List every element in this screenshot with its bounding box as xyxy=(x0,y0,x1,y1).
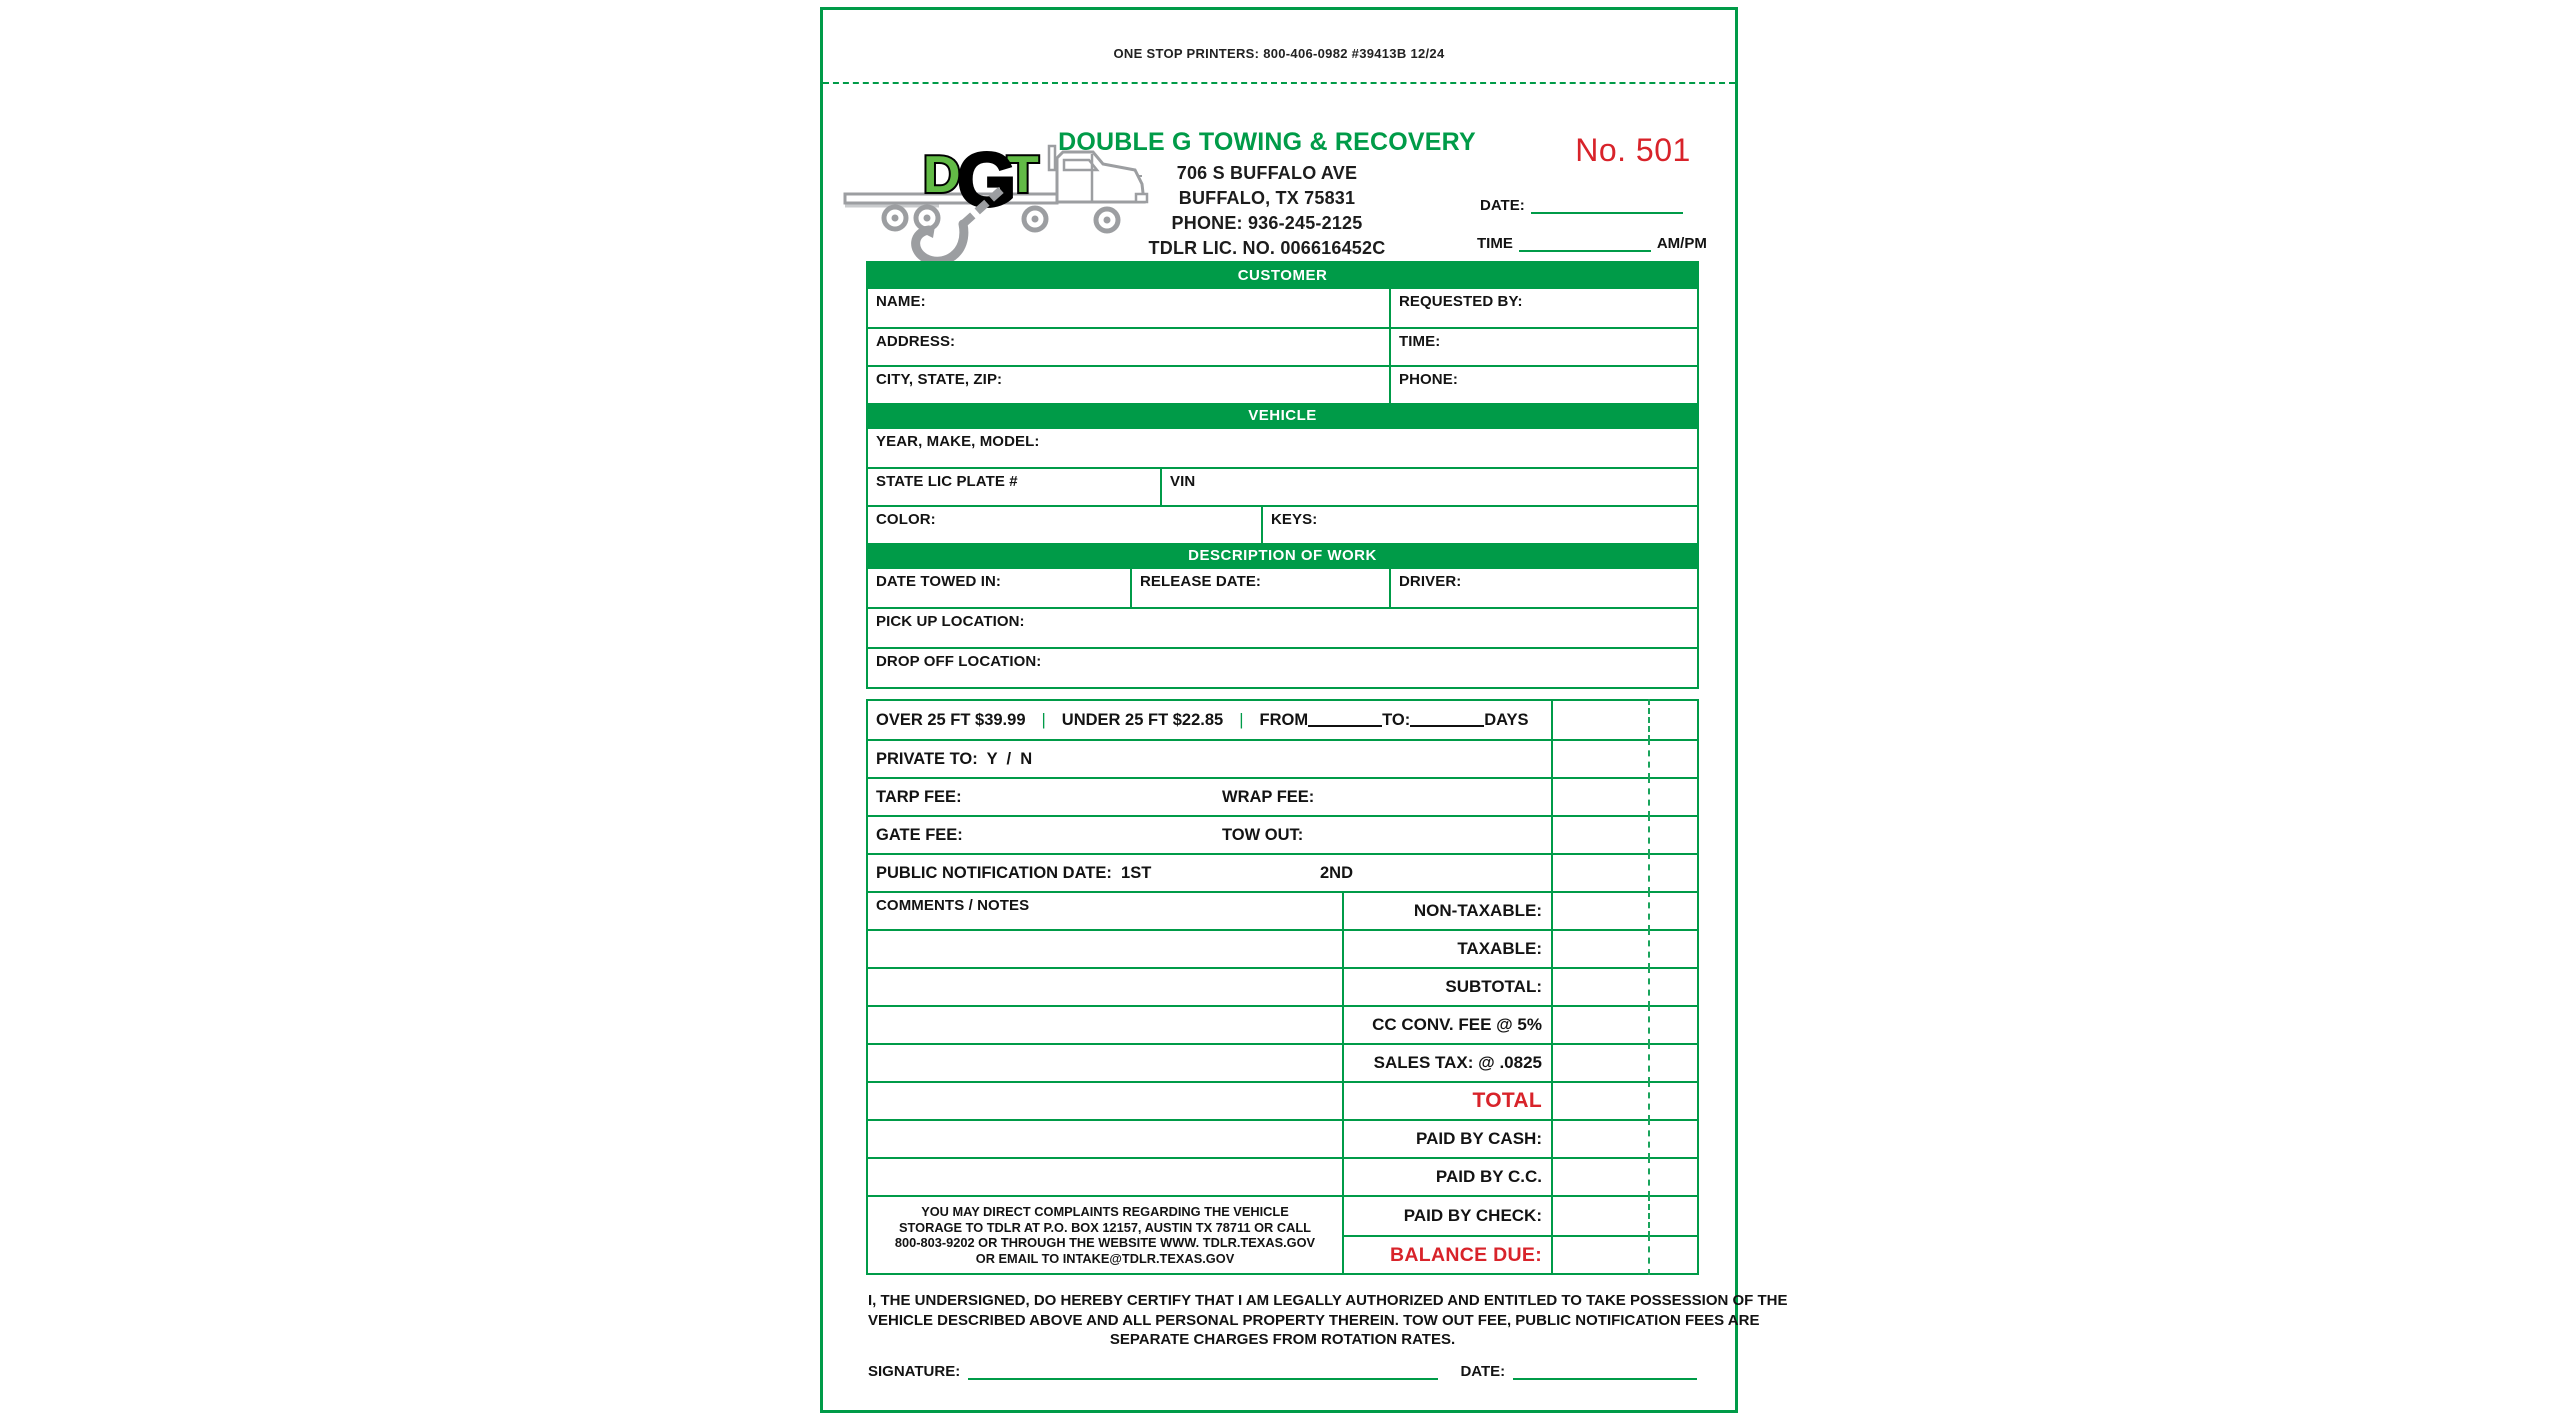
balance-due-label: BALANCE DUE: xyxy=(1389,1243,1542,1266)
complaint-line: OR EMAIL TO INTAKE@TDLR.TEXAS.GOV xyxy=(975,1250,1235,1266)
tow-out-label: TOW OUT: xyxy=(1222,825,1304,844)
from-blank-line xyxy=(1308,713,1382,727)
amount-cell xyxy=(1551,779,1697,815)
company-phone: PHONE: 936-245-2125 xyxy=(1171,213,1363,233)
separator-bar: | xyxy=(1239,710,1244,729)
public-notification-row xyxy=(868,853,1697,891)
header-date-field xyxy=(1480,196,1683,214)
complaint-line: 800-803-9202 OR THROUGH THE WEBSITE WWW. TDLR.TEXAS.GOV xyxy=(894,1235,1316,1250)
days-label: DAYS xyxy=(1484,710,1529,729)
taxable-label: TAXABLE: xyxy=(1342,931,1551,967)
tarp-fee-label: TARP FEE: xyxy=(876,787,962,806)
printer-info-line: ONE STOP PRINTERS: 800-406-0982 #39413B 12/24 xyxy=(1113,46,1445,61)
gate-fee-label: GATE FEE: xyxy=(876,825,963,844)
amount-cell xyxy=(1551,1045,1697,1081)
vin-field: VIN xyxy=(1160,469,1697,505)
company-address-line1: 706 S BUFFALO AVE xyxy=(1176,163,1358,183)
comments-area-cell xyxy=(868,1159,1342,1195)
amount-cell xyxy=(1551,741,1697,777)
header-date-blank-line xyxy=(1531,196,1683,214)
header-ampm-label: AM/PM xyxy=(1656,235,1707,252)
vehicle-section-banner: VEHICLE xyxy=(868,403,1697,429)
amount-cell xyxy=(1551,855,1697,891)
signature-date-label: DATE: xyxy=(1460,1363,1506,1380)
header-time-field xyxy=(1477,234,1707,252)
paid-by-check-label: PAID BY CHECK: xyxy=(1403,1206,1542,1225)
total-label: TOTAL xyxy=(1342,1083,1551,1119)
city-state-zip-field: CITY, STATE, ZIP: xyxy=(876,371,1003,388)
pickup-location-field: PICK UP LOCATION: xyxy=(876,613,1025,630)
bottom-block xyxy=(868,1195,1697,1273)
totals-row xyxy=(868,1157,1697,1195)
certification-line: I, THE UNDERSIGNED, DO HEREBY CERTIFY THAT I AM LEGALLY AUTHORIZED AND ENTITLED TO TAKE POSSESSION OF THE xyxy=(868,1292,1788,1309)
amount-cell xyxy=(1551,969,1697,1005)
totals-row xyxy=(868,1005,1697,1043)
company-name: DOUBLE G TOWING & RECOVERY xyxy=(1058,128,1476,156)
plate-field: STATE LIC PLATE # xyxy=(876,473,1018,490)
totals-row xyxy=(1344,1197,1697,1235)
perforation-dashed-line xyxy=(823,82,1735,84)
table-row xyxy=(868,327,1697,365)
wrap-fee-label: WRAP FEE: xyxy=(1222,787,1315,806)
driver-field: DRIVER: xyxy=(1389,569,1697,607)
time-field: TIME: xyxy=(1389,329,1697,365)
logo-letter-d: D xyxy=(923,146,961,204)
amount-cell xyxy=(1551,1237,1697,1273)
totals-row xyxy=(868,1081,1697,1119)
date-towed-field: DATE TOWED IN: xyxy=(876,573,1002,590)
private-tow-row xyxy=(868,739,1697,777)
tarp-wrap-row xyxy=(868,777,1697,815)
under-25ft-rate: UNDER 25 FT $22.85 xyxy=(1061,710,1224,729)
signature-row xyxy=(868,1354,1697,1380)
paid-by-cash-label: PAID BY CASH: xyxy=(1342,1121,1551,1157)
dropoff-location-field: DROP OFF LOCATION: xyxy=(876,653,1042,670)
public-notification-label: PUBLIC NOTIFICATION DATE: 1ST xyxy=(876,863,1152,882)
amount-cell xyxy=(1551,1121,1697,1157)
table-row xyxy=(868,429,1697,467)
amount-cell xyxy=(1551,817,1697,853)
release-date-field: RELEASE DATE: xyxy=(1130,569,1389,607)
requested-by-field: REQUESTED BY: xyxy=(1389,289,1697,327)
year-make-model-field: YEAR, MAKE, MODEL: xyxy=(876,433,1040,450)
totals-row xyxy=(868,1043,1697,1081)
table-row xyxy=(868,289,1697,327)
comments-notes-header: COMMENTS / NOTES xyxy=(876,897,1030,914)
second-notification-label: 2ND xyxy=(1320,863,1354,882)
company-address-line2: BUFFALO, TX 75831 xyxy=(1178,188,1356,208)
signature-label: SIGNATURE: xyxy=(868,1363,961,1380)
amount-cell xyxy=(1551,893,1697,929)
comments-area-cell xyxy=(868,1007,1342,1043)
amount-cell xyxy=(1551,701,1697,739)
separator-bar: | xyxy=(1041,710,1046,729)
certification-statement xyxy=(868,1291,1788,1350)
table-row xyxy=(868,467,1697,505)
table-row xyxy=(868,365,1697,403)
cc-conv-fee-label: CC CONV. FEE @ 5% xyxy=(1342,1007,1551,1043)
comments-area-cell xyxy=(868,1121,1342,1157)
to-label: TO: xyxy=(1382,710,1411,729)
invoice-sheet xyxy=(820,7,1788,1413)
sales-tax-label: SALES TAX: @ .0825 xyxy=(1342,1045,1551,1081)
comments-area-cell xyxy=(868,1083,1342,1119)
table-row xyxy=(868,607,1697,647)
over-25ft-rate: OVER 25 FT $39.99 xyxy=(876,710,1026,729)
table-row xyxy=(868,647,1697,687)
storage-rate-cell xyxy=(868,701,1551,739)
complaint-line: YOU MAY DIRECT COMPLAINTS REGARDING THE VEHICLE xyxy=(921,1204,1289,1219)
logo-letter-t: T xyxy=(1007,146,1039,204)
complaint-line: STORAGE TO TDLR AT P.O. BOX 12157, AUSTIN TX 78711 OR CALL xyxy=(899,1219,1311,1235)
company-license: TDLR LIC. NO. 006616452C xyxy=(1148,238,1386,258)
private-to-cell: PRIVATE TO: Y / N xyxy=(876,749,1033,768)
totals-row xyxy=(868,967,1697,1005)
phone-field: PHONE: xyxy=(1389,367,1697,403)
header-date-label: DATE: xyxy=(1480,197,1525,214)
table-row xyxy=(868,569,1697,607)
gate-towout-row xyxy=(868,815,1697,853)
signature-date-blank-line xyxy=(1513,1362,1697,1380)
comments-area-cell xyxy=(868,969,1342,1005)
amount-cell xyxy=(1551,931,1697,967)
amount-cell xyxy=(1551,1159,1697,1195)
signature-blank-line xyxy=(968,1362,1438,1380)
totals-row xyxy=(868,891,1697,929)
totals-row xyxy=(868,1119,1697,1157)
certification-line: VEHICLE DESCRIBED ABOVE AND ALL PERSONAL PROPERTY THEREIN. TOW OUT FEE, PUBLIC NOTIFICATION FEES ARE xyxy=(868,1311,1760,1329)
comments-area-cell xyxy=(868,1045,1342,1081)
customer-section-banner: CUSTOMER xyxy=(868,263,1697,289)
from-label: FROM xyxy=(1259,710,1309,729)
totals-row xyxy=(868,929,1697,967)
tarp-wrap-cell xyxy=(868,779,1551,815)
non-taxable-label: NON-TAXABLE: xyxy=(1342,893,1551,929)
address-field: ADDRESS: xyxy=(876,333,956,350)
bottom-right-column xyxy=(1342,1197,1697,1273)
public-notification-cell xyxy=(868,855,1551,891)
info-table xyxy=(866,261,1699,689)
paid-by-cc-label: PAID BY C.C. xyxy=(1342,1159,1551,1195)
to-blank-line xyxy=(1410,713,1484,727)
charges-table xyxy=(866,699,1699,1275)
color-field: COLOR: xyxy=(876,511,936,528)
subtotal-label: SUBTOTAL: xyxy=(1342,969,1551,1005)
table-row xyxy=(868,505,1697,543)
tdlr-complaints-notice xyxy=(868,1197,1342,1273)
header-time-label: TIME xyxy=(1477,235,1513,252)
form-tables xyxy=(866,261,1699,1275)
amount-cell xyxy=(1551,1197,1697,1235)
keys-field: KEYS: xyxy=(1261,507,1697,543)
logo-letter-g: G xyxy=(957,138,1017,223)
totals-row xyxy=(1344,1235,1697,1273)
company-header xyxy=(1031,128,1503,261)
comments-area-cell xyxy=(868,931,1342,967)
header-time-blank-line xyxy=(1519,234,1651,252)
storage-rate-row xyxy=(868,701,1697,739)
amount-cell xyxy=(1551,1083,1697,1119)
amount-cell xyxy=(1551,1007,1697,1043)
certification-line: SEPARATE CHARGES FROM ROTATION RATES. xyxy=(1109,1331,1456,1348)
work-section-banner: DESCRIPTION OF WORK xyxy=(868,543,1697,569)
gate-towout-cell xyxy=(868,817,1551,853)
name-field: NAME: xyxy=(876,293,926,310)
invoice-number: No. 501 xyxy=(1575,132,1691,168)
